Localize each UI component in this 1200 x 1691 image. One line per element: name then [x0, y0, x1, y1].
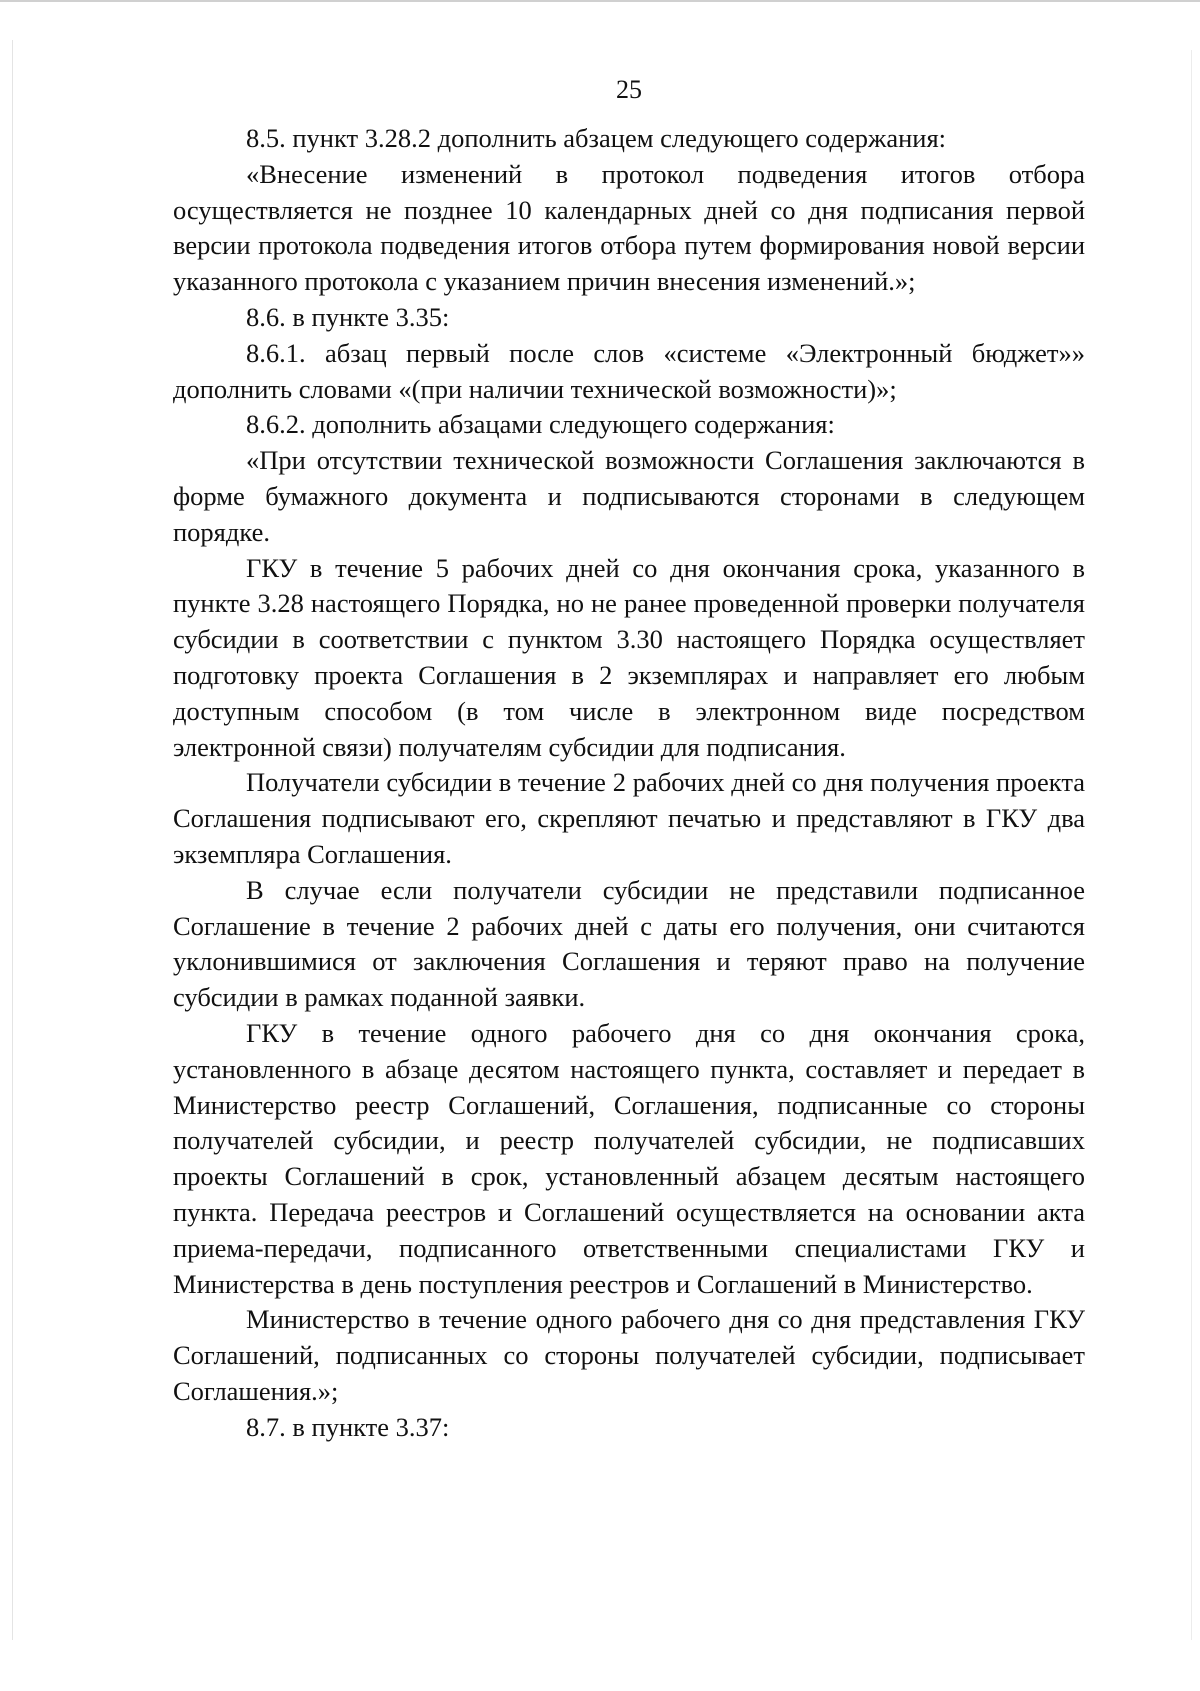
paragraph-8-5: 8.5. пункт 3.28.2 дополнить абзацем следующего содержания:	[246, 123, 947, 153]
paragraph-8-6: 8.6. в пункте 3.35:	[246, 301, 450, 332]
document-body	[173, 121, 1085, 1445]
paragraph-8-5-quote: «Внесение изменений в протокол подведения итогов отбора осуществляется не позднее 10 календарных дней со дня подписания первой версии протокола подведения итогов отбора путем формирования новой версии указанного протокола с указанием причин внесения изменений.»;	[173, 158, 1085, 297]
paragraph-8-6-2: 8.6.2. дополнить абзацами следующего содержания:	[246, 409, 835, 440]
paragraph-no-technical-possibility: «При отсутствии технической возможности Соглашения заключаются в форме бумажного документа и подписываются сторонами в следующем порядке.	[173, 445, 1085, 547]
paragraph-8-6-1: 8.6.1. абзац первый после слов «системе «Электронный бюджет»» дополнить словами «(при наличии технической возможности)»;	[173, 337, 1085, 404]
paragraph-evasion: В случае если получатели субсидии не представили подписанное Соглашение в течение 2 рабочих дней с даты его получения, они считаются уклонившимися от заключения Соглашения и теряют право на получение субсидии в рамках поданной заявки.	[173, 874, 1085, 1013]
page-number: 25	[616, 75, 642, 104]
paragraph-8-7: 8.7. в пункте 3.37:	[246, 1411, 450, 1442]
paragraph-registry-transfer: ГКУ в течение одного рабочего дня со дня окончания срока, установленного в абзаце десятом настоящего пункта, составляет и передает в Министерство реестр Соглашений, Соглашения, подписанные со стороны получателей субсидии, и реестр получателей субсидии, не подписавших проекты Соглашений в срок, установленный абзацем десятым настоящего пункта. Передача реестров и Соглашений осуществляется на основании акта приема-передачи, подписанного ответственными специалистами ГКУ и Министерства в день поступления реестров и Соглашений в Министерство.	[173, 1017, 1085, 1299]
scan-right-edge	[1191, 50, 1192, 1640]
scan-top-edge	[0, 0, 1200, 2]
paragraph-gku-preparation: ГКУ в течение 5 рабочих дней со дня окончания срока, указанного в пункте 3.28 настоящего Порядка, но не ранее проведенной проверки получателя субсидии в соответствии с пунктом 3.30 настоящего Порядка осуществляет подготовку проекта Соглашения в 2 экземплярах и направляет его любым доступным способом (в том числе в электронном виде посредством электронной связи) получателям субсидии для подписания.	[173, 552, 1085, 762]
paragraph-recipients-signing: Получатели субсидии в течение 2 рабочих дней со дня получения проекта Соглашения подписывают его, скрепляют печатью и представляют в ГКУ два экземпляра Соглашения.	[173, 767, 1085, 869]
scan-left-edge	[12, 40, 13, 1640]
paragraph-ministry-signing: Министерство в течение одного рабочего дня со дня представления ГКУ Соглашений, подписанных со стороны получателей субсидии, подписывает Соглашения.»;	[173, 1304, 1085, 1406]
